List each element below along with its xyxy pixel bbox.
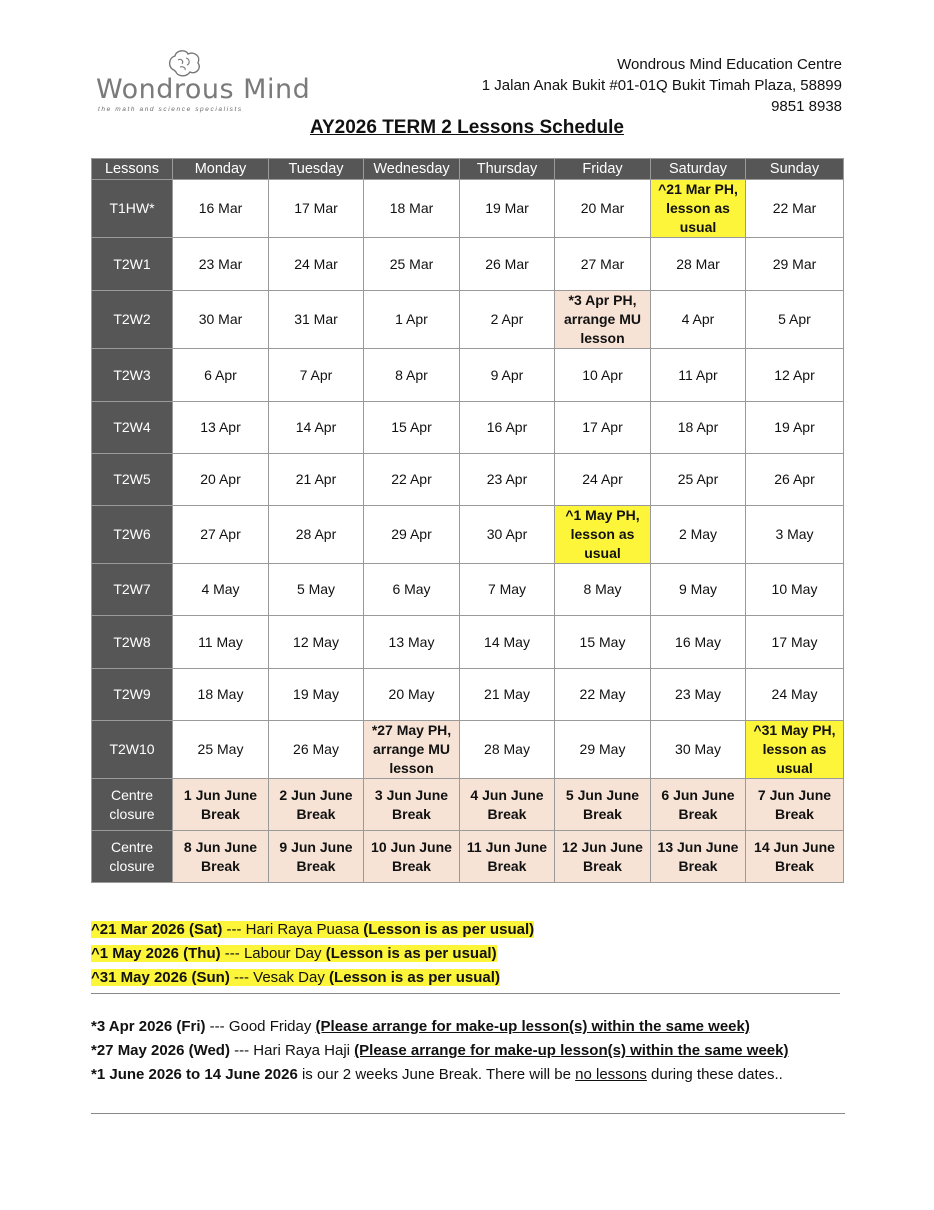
table-cell: 5 Apr <box>746 291 844 349</box>
table-row <box>92 349 844 402</box>
table-row <box>92 291 844 349</box>
table-cell: 2 Apr <box>460 291 555 349</box>
closure-cell: 2 Jun June Break <box>269 779 364 831</box>
table-cell: 8 May <box>555 564 651 616</box>
table-cell: 20 Apr <box>173 454 269 506</box>
table-cell: 2 May <box>651 506 746 564</box>
table-cell: 23 Mar <box>173 238 269 291</box>
table-cell: 16 Apr <box>460 402 555 454</box>
centre-phone: 9851 8938 <box>771 98 842 115</box>
row-label: T2W8 <box>92 616 173 669</box>
table-cell: 7 May <box>460 564 555 616</box>
table-cell: 4 May <box>173 564 269 616</box>
centre-street: 1 Jalan Anak Bukit #01-01Q Bukit Timah Plaza, 58899 <box>481 77 842 94</box>
table-cell: 6 Apr <box>173 349 269 402</box>
holiday-cell: *27 May PH, arrange MU lesson <box>364 721 460 779</box>
table-cell: 13 May <box>364 616 460 669</box>
centre-address-block <box>482 54 842 117</box>
table-cell: 19 May <box>269 669 364 721</box>
table-cell: 10 May <box>746 564 844 616</box>
closure-cell: 8 Jun June Break <box>173 831 269 883</box>
header-thursday: Thursday <box>460 159 555 180</box>
header-wednesday: Wednesday <box>364 159 460 180</box>
table-cell: 26 Apr <box>746 454 844 506</box>
note-date: ^31 May 2026 (Sun) <box>91 969 230 986</box>
header-sunday: Sunday <box>746 159 844 180</box>
table-cell: 26 May <box>269 721 364 779</box>
schedule-table <box>91 158 844 883</box>
table-cell: 29 Apr <box>364 506 460 564</box>
ph-makeup-notes <box>91 1015 788 1087</box>
table-cell: 8 Apr <box>364 349 460 402</box>
table-cell: 22 Mar <box>746 180 844 238</box>
centre-name: Wondrous Mind Education Centre <box>617 56 842 73</box>
table-cell: 7 Apr <box>269 349 364 402</box>
table-cell: 18 Mar <box>364 180 460 238</box>
table-cell: 28 Apr <box>269 506 364 564</box>
table-cell: 16 Mar <box>173 180 269 238</box>
row-label: T2W5 <box>92 454 173 506</box>
note-date: ^21 Mar 2026 (Sat) <box>91 921 223 938</box>
row-label: T2W4 <box>92 402 173 454</box>
table-cell: 27 Mar <box>555 238 651 291</box>
table-cell: 30 Mar <box>173 291 269 349</box>
closure-cell: 3 Jun June Break <box>364 779 460 831</box>
divider <box>91 993 840 994</box>
holiday-cell: ^21 Mar PH, lesson as usual <box>651 180 746 238</box>
note-line: *27 May 2026 (Wed) --- Hari Raya Haji (Please arrange for make-up lesson(s) within the same week) <box>91 1042 789 1059</box>
note-date: *27 May 2026 (Wed) <box>91 1042 230 1059</box>
closure-cell: 5 Jun June Break <box>555 779 651 831</box>
table-cell: 12 May <box>269 616 364 669</box>
table-cell: 20 May <box>364 669 460 721</box>
table-row <box>92 564 844 616</box>
closure-row <box>92 779 844 831</box>
note-remark: (Lesson is as per usual) <box>329 969 500 986</box>
closure-row <box>92 831 844 883</box>
row-label: T2W10 <box>92 721 173 779</box>
table-cell: 17 Mar <box>269 180 364 238</box>
table-cell: 4 Apr <box>651 291 746 349</box>
note-line: *1 June 2026 to 14 June 2026 is our 2 weeks June Break. There will be no lessons during these dates.. <box>91 1066 783 1083</box>
row-label: Centre closure <box>92 779 173 831</box>
note-line: ^31 May 2026 (Sun) --- Vesak Day (Lesson is as per usual) <box>91 969 500 986</box>
note-line: ^21 Mar 2026 (Sat) --- Hari Raya Puasa (Lesson is as per usual) <box>91 921 535 938</box>
row-label: T2W1 <box>92 238 173 291</box>
table-cell: 19 Mar <box>460 180 555 238</box>
table-cell: 10 Apr <box>555 349 651 402</box>
table-cell: 3 May <box>746 506 844 564</box>
table-cell: 6 May <box>364 564 460 616</box>
note-line: ^1 May 2026 (Thu) --- Labour Day (Lesson is as per usual) <box>91 945 497 962</box>
ph-usual-notes <box>91 918 534 990</box>
table-cell: 22 Apr <box>364 454 460 506</box>
table-row <box>92 454 844 506</box>
table-cell: 29 Mar <box>746 238 844 291</box>
table-cell: 22 May <box>555 669 651 721</box>
note-holiday: Vesak Day <box>253 969 325 986</box>
note-holiday: Good Friday <box>228 1018 312 1035</box>
table-cell: 30 Apr <box>460 506 555 564</box>
table-row <box>92 616 844 669</box>
holiday-cell: ^31 May PH, lesson as usual <box>746 721 844 779</box>
closure-cell: 13 Jun June Break <box>651 831 746 883</box>
closure-cell: 9 Jun June Break <box>269 831 364 883</box>
note-date: *1 June 2026 to 14 June 2026 <box>91 1066 298 1083</box>
closure-cell: 4 Jun June Break <box>460 779 555 831</box>
row-label: T2W2 <box>92 291 173 349</box>
row-label: T2W9 <box>92 669 173 721</box>
table-cell: 25 Mar <box>364 238 460 291</box>
table-cell: 11 May <box>173 616 269 669</box>
table-row <box>92 180 844 238</box>
table-cell: 9 May <box>651 564 746 616</box>
table-cell: 30 May <box>651 721 746 779</box>
table-cell: 21 May <box>460 669 555 721</box>
table-cell: 18 Apr <box>651 402 746 454</box>
table-cell: 14 May <box>460 616 555 669</box>
closure-cell: 6 Jun June Break <box>651 779 746 831</box>
header-saturday: Saturday <box>651 159 746 180</box>
row-label: T2W6 <box>92 506 173 564</box>
header-friday: Friday <box>555 159 651 180</box>
table-cell: 21 Apr <box>269 454 364 506</box>
header-row <box>92 159 844 180</box>
table-cell: 24 May <box>746 669 844 721</box>
note-holiday: Hari Raya Puasa <box>245 921 360 938</box>
table-cell: 28 May <box>460 721 555 779</box>
header-lessons: Lessons <box>92 159 173 180</box>
table-cell: 23 Apr <box>460 454 555 506</box>
table-cell: 24 Mar <box>269 238 364 291</box>
closure-cell: 7 Jun June Break <box>746 779 844 831</box>
table-cell: 25 May <box>173 721 269 779</box>
row-label: T2W3 <box>92 349 173 402</box>
note-remark: (Please arrange for make-up lesson(s) within the same week) <box>315 1018 750 1035</box>
row-label: T1HW* <box>92 180 173 238</box>
note-line: *3 Apr 2026 (Fri) --- Good Friday (Please arrange for make-up lesson(s) within the same week) <box>91 1018 750 1035</box>
table-cell: 29 May <box>555 721 651 779</box>
table-cell: 13 Apr <box>173 402 269 454</box>
table-cell: 15 May <box>555 616 651 669</box>
table-cell: 5 May <box>269 564 364 616</box>
divider <box>91 1113 845 1114</box>
table-cell: 17 May <box>746 616 844 669</box>
table-cell: 9 Apr <box>460 349 555 402</box>
note-date: ^1 May 2026 (Thu) <box>91 945 221 962</box>
page-title: AY2026 TERM 2 Lessons Schedule <box>310 117 624 138</box>
table-cell: 18 May <box>173 669 269 721</box>
logo-wordmark: Wondrous Mind <box>96 74 311 105</box>
table-cell: 31 Mar <box>269 291 364 349</box>
header-tuesday: Tuesday <box>269 159 364 180</box>
table-cell: 28 Mar <box>651 238 746 291</box>
table-cell: 14 Apr <box>269 402 364 454</box>
closure-cell: 14 Jun June Break <box>746 831 844 883</box>
table-cell: 27 Apr <box>173 506 269 564</box>
table-cell: 17 Apr <box>555 402 651 454</box>
company-logo <box>96 48 311 120</box>
note-emphasis: no lessons <box>575 1066 647 1083</box>
table-cell: 25 Apr <box>651 454 746 506</box>
table-row <box>92 721 844 779</box>
holiday-cell: ^1 May PH, lesson as usual <box>555 506 651 564</box>
closure-cell: 1 Jun June Break <box>173 779 269 831</box>
table-cell: 26 Mar <box>460 238 555 291</box>
note-remark: (Please arrange for make-up lesson(s) within the same week) <box>354 1042 789 1059</box>
table-cell: 1 Apr <box>364 291 460 349</box>
note-holiday: Labour Day <box>243 945 322 962</box>
table-cell: 19 Apr <box>746 402 844 454</box>
table-cell: 24 Apr <box>555 454 651 506</box>
closure-cell: 11 Jun June Break <box>460 831 555 883</box>
table-row <box>92 506 844 564</box>
closure-cell: 12 Jun June Break <box>555 831 651 883</box>
table-cell: 11 Apr <box>651 349 746 402</box>
holiday-cell: *3 Apr PH, arrange MU lesson <box>555 291 651 349</box>
row-label: Centre closure <box>92 831 173 883</box>
logo-tagline: the math and science specialists <box>98 106 243 113</box>
table-row <box>92 238 844 291</box>
note-holiday: Hari Raya Haji <box>253 1042 350 1059</box>
table-cell: 12 Apr <box>746 349 844 402</box>
table-row <box>92 669 844 721</box>
header-monday: Monday <box>173 159 269 180</box>
closure-cell: 10 Jun June Break <box>364 831 460 883</box>
note-remark: (Lesson is as per usual) <box>363 921 535 938</box>
table-cell: 16 May <box>651 616 746 669</box>
note-date: *3 Apr 2026 (Fri) <box>91 1018 206 1035</box>
row-label: T2W7 <box>92 564 173 616</box>
table-cell: 23 May <box>651 669 746 721</box>
table-cell: 20 Mar <box>555 180 651 238</box>
table-cell: 15 Apr <box>364 402 460 454</box>
note-remark: (Lesson is as per usual) <box>325 945 497 962</box>
table-row <box>92 402 844 454</box>
